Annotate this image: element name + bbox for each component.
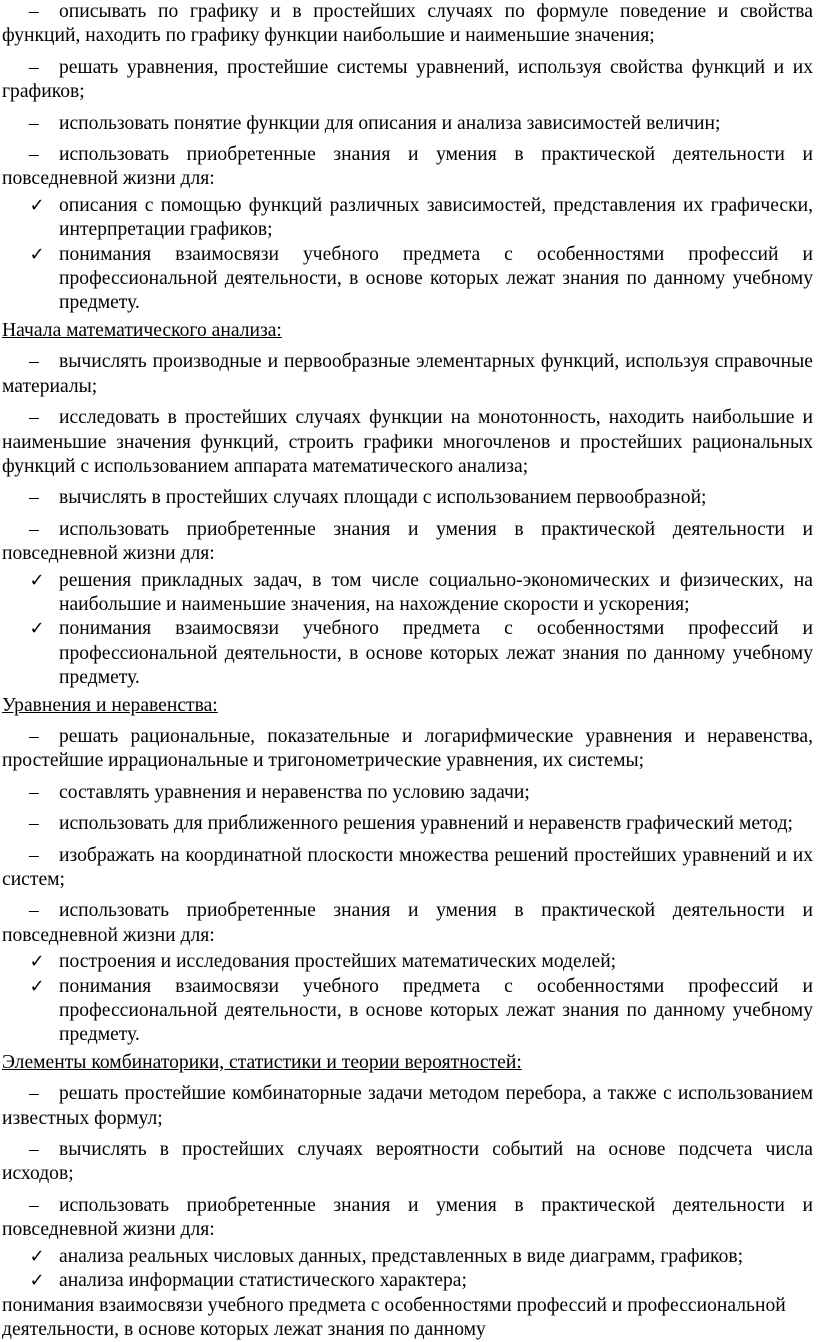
dash-list-item-text: использовать приобретенные знания и умения в практической деятельности и повседневной жизни для: — [2, 519, 813, 564]
dash-list-item — [2, 0, 813, 49]
checkmark-icon: ✓ — [26, 1245, 48, 1269]
dash-list-item-text: использовать приобретенные знания и умения в практической деятельности и повседневной жизни для: — [2, 900, 813, 945]
dash-list-item — [2, 112, 813, 136]
checkmark-item — [59, 194, 813, 243]
dash-list-item — [2, 725, 813, 774]
dash-list-item — [2, 56, 813, 105]
checkmark-icon: ✓ — [26, 617, 48, 641]
dash-bullet: – — [29, 1138, 59, 1162]
dash-bullet: – — [29, 56, 59, 80]
dash-list-item-text: использовать приобретенные знания и умения в практической деятельности и повседневной жизни для: — [2, 144, 813, 189]
dash-list-item — [2, 486, 813, 510]
dash-list-item-text: решать уравнения, простейшие системы уравнений, используя свойства функций и их графиков; — [2, 57, 813, 102]
dash-bullet: – — [29, 112, 59, 136]
dash-list-item — [2, 143, 813, 192]
checkmark-item — [59, 950, 813, 974]
dash-bullet: – — [29, 844, 59, 868]
checkmark-item-text: понимания взаимосвязи учебного предмета с особенностями профессий и профессиональной деятельности, в основе которых лежат знания по данному учебному предмету. — [59, 976, 813, 1046]
dash-list-item-text: изображать на координатной плоскости множества решений простейших уравнений и их систем; — [2, 845, 813, 890]
checkmark-icon: ✓ — [26, 194, 48, 218]
checkmark-icon: ✓ — [26, 1269, 48, 1293]
paragraph: понимания взаимосвязи учебного предмета с особенностями профессий и профессиональной деятельности, в основе которых лежат знания по данному — [2, 1294, 813, 1342]
checkmark-item — [59, 617, 813, 690]
checkmark-icon: ✓ — [26, 569, 48, 593]
checkmark-icon: ✓ — [26, 975, 48, 999]
dash-list-item — [2, 899, 813, 948]
checkmark-item — [59, 569, 813, 618]
checkmark-list — [2, 950, 813, 1048]
dash-list-item-text: использовать для приближенного решения уравнений и неравенств графический метод; — [59, 813, 793, 834]
checkmark-item — [59, 1269, 813, 1293]
checkmark-item — [59, 975, 813, 1048]
dash-list-item — [2, 781, 813, 805]
dash-list-item — [2, 350, 813, 399]
dash-list-item — [2, 1194, 813, 1243]
dash-list-item-text: вычислять в простейших случаях вероятности событий на основе подсчета числа исходов; — [2, 1139, 813, 1184]
checkmark-item-text: анализа информации статистического характера; — [59, 1270, 467, 1291]
checkmark-item-text: решения прикладных задач, в том числе социально-экономических и физических, на наибольшие и наименьшие значения, на нахождение скорости и ускорения; — [59, 570, 813, 615]
checkmark-item-text: построения и исследования простейших математических моделей; — [59, 951, 616, 972]
dash-list-item — [2, 844, 813, 893]
dash-bullet: – — [29, 1194, 59, 1218]
dash-list-item — [2, 406, 813, 479]
dash-bullet: – — [29, 812, 59, 836]
section-heading: Элементы комбинаторики, статистики и теории вероятностей: — [2, 1051, 813, 1075]
checkmark-item-text: описания с помощью функций различных зависимостей, представления их графически, интерпретации графиков; — [59, 195, 813, 240]
dash-bullet: – — [29, 781, 59, 805]
dash-list-item — [2, 812, 813, 836]
dash-list-item — [2, 1082, 813, 1131]
checkmark-list — [2, 569, 813, 691]
checkmark-icon: ✓ — [26, 950, 48, 974]
checkmark-item-text: анализа реальных числовых данных, представленных в виде диаграмм, графиков; — [59, 1246, 743, 1267]
section-heading: Начала математического анализа: — [2, 319, 813, 343]
checkmark-item-text: понимания взаимосвязи учебного предмета с особенностями профессий и профессиональной деятельности, в основе которых лежат знания по данному учебному предмету. — [59, 244, 813, 314]
dash-bullet: – — [29, 143, 59, 167]
dash-list-item-text: вычислять в простейших случаях площади с использованием первообразной; — [59, 487, 707, 508]
dash-bullet: – — [29, 1082, 59, 1106]
section-heading: Уравнения и неравенства: — [2, 694, 813, 718]
checkmark-item — [59, 1245, 813, 1269]
dash-bullet: – — [29, 486, 59, 510]
dash-bullet: – — [29, 899, 59, 923]
dash-list-item — [2, 518, 813, 567]
dash-bullet: – — [29, 725, 59, 749]
dash-list-item-text: вычислять производные и первообразные элементарных функций, используя справочные материалы; — [2, 351, 813, 396]
dash-bullet: – — [29, 0, 59, 24]
dash-list-item-text: исследовать в простейших случаях функции на монотонность, находить наибольшие и наименьшие значения функций, строить графики многочленов и простейших рациональных функций с использованием аппарата математического анализа; — [2, 407, 813, 477]
dash-list-item-text: использовать приобретенные знания и умения в практической деятельности и повседневной жизни для: — [2, 1195, 813, 1240]
dash-list-item-text: решать простейшие комбинаторные задачи методом перебора, а также с использованием известных формул; — [2, 1083, 813, 1128]
dash-list-item-text: решать рациональные, показательные и логарифмические уравнения и неравенства, простейшие иррациональные и тригонометрические уравнения, их системы; — [2, 726, 813, 771]
dash-bullet: – — [29, 350, 59, 374]
dash-bullet: – — [29, 518, 59, 542]
dash-list-item — [2, 1138, 813, 1187]
dash-list-item-text: описывать по графику и в простейших случаях по формуле поведение и свойства функций, находить по графику функции наибольшие и наименьшие значения; — [2, 1, 813, 46]
dash-list-item-text: составлять уравнения и неравенства по условию задачи; — [59, 782, 530, 803]
checkmark-item — [59, 243, 813, 316]
dash-list-item-text: использовать понятие функции для описания и анализа зависимостей величин; — [59, 113, 720, 134]
dash-bullet: – — [29, 406, 59, 430]
checkmark-item-text: понимания взаимосвязи учебного предмета с особенностями профессий и профессиональной деятельности, в основе которых лежат знания по данному учебному предмету. — [59, 618, 813, 688]
checkmark-icon: ✓ — [26, 243, 48, 267]
checkmark-list — [2, 194, 813, 316]
checkmark-list — [2, 1245, 813, 1294]
